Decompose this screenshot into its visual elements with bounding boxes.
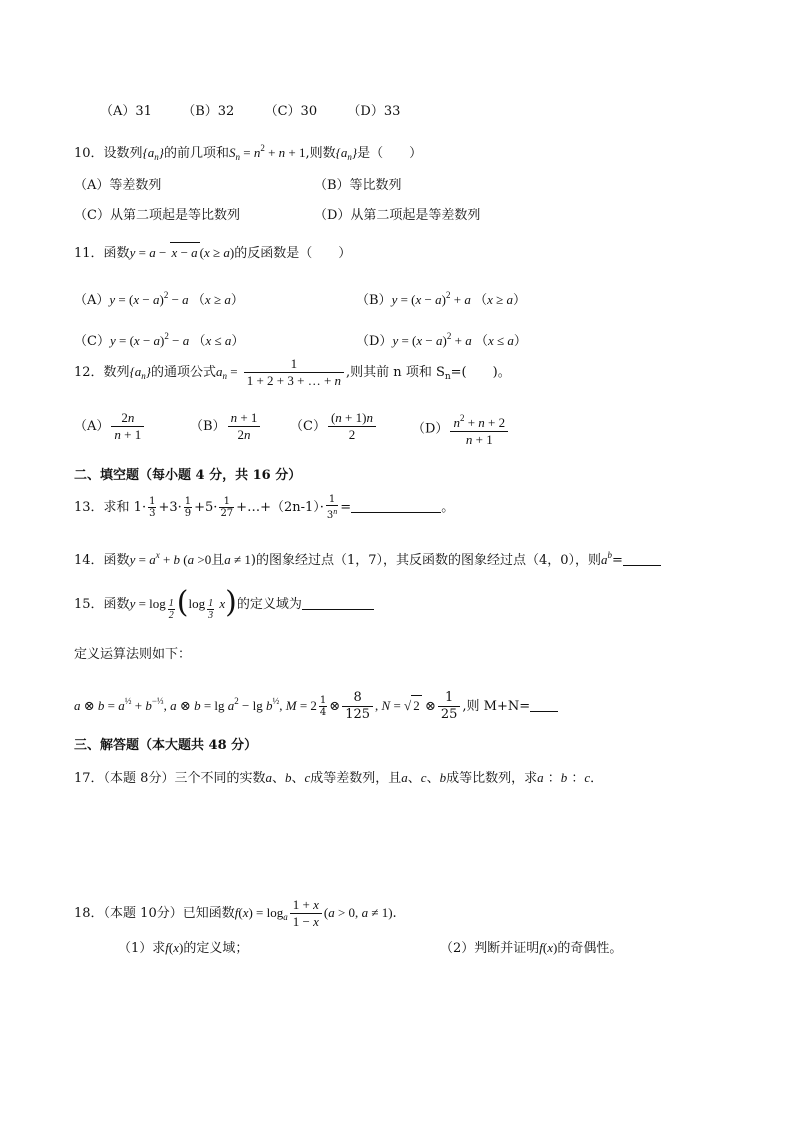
- q14-stem: 14．函数$y = a^x + b$ (a >0且a ≠ 1)的图象经过点（1，7），其反函数的图象经过点（4，0），则$a^b=$: [74, 545, 661, 571]
- q17-stem: 17．（本题 8分）三个不同的实数a、b、c成等差数列，且a、c、b成等比数列，求a ：b ：c．: [74, 770, 604, 786]
- q11-option-a: $(A)y = (x - a)^2 - a$ （x ≥ a）: [74, 290, 244, 308]
- q18-part1: （1）求f(x)的定义域；: [118, 940, 249, 956]
- q9-option-a: （A）31: [100, 104, 152, 119]
- section-solve-title: 三、解答题（本大题共 48 分）: [74, 738, 258, 753]
- q12-option-a: （A） $\frac{2n}{n + 1}$: [74, 410, 146, 443]
- q12-stem: 12．数列$\{a_n\}$的通项公式$a_n$ = $\frac{1}{1 + 2 + 3 + \dots + n}$ ,则其前 n 项和 $S_n=$( )。: [74, 356, 511, 388]
- q12-option-b: （B） $\frac{n + 1}{2n}$: [190, 410, 262, 443]
- q13-stem: 13．求和 1· $\frac{1}{3}$ +3· $\frac{1}{9}$ +5· $\frac{1}{27}$ +…+（2n-1）· $\frac{1}{3^n}$ = 。: [74, 494, 455, 521]
- q9-options: [100, 102, 400, 122]
- q11-stem: 11．函数y = a − x − a (x ≥ a)的反函数是（ ）: [74, 242, 351, 264]
- q12-option-c: （C） $\frac{(n + 1)n}{2}$: [290, 410, 378, 443]
- q9-option-d: （D）33: [347, 104, 401, 119]
- q10-stem: 10．设数列$\{a_n\}$的前几项和$S_n = n^2 + n + 1$,则数$\{a_n\}$是（ ）: [74, 143, 423, 162]
- q10-option-c: （C）从第二项起是等比数列: [74, 208, 240, 223]
- q9-option-b: （B）32: [182, 104, 235, 119]
- q14-answer-blank[interactable]: [623, 551, 661, 566]
- q16-stem: 定义运算法则如下：: [74, 647, 192, 662]
- q18-stem: 18．（本题 10分）已知函数$f(x) = \log_a$ $\frac{1 + x}{1 - x}$ (a > 0, a ≠ 1).: [74, 897, 397, 929]
- q13-answer-blank[interactable]: [351, 498, 441, 513]
- q10-option-a: （A）等差数列: [74, 178, 162, 193]
- q10-option-d: （D）从第二项起是等差数列: [314, 208, 481, 223]
- q16-definition: a ⊗ $b = a^{\frac{1}{2}} + b^{-\frac{1}{3}}$, a ⊗ $b = \lg a^2 - \lg b^{\frac{1}{2}}$, M = 2 $\frac{1}{4}$ ⊗ $\frac{8}{125}$ , N = √ 2 ⊗ $\frac{1}{25}$ ,则 M+N=: [74, 690, 558, 723]
- q15-answer-blank[interactable]: [302, 595, 374, 610]
- q11-option-b: $(B)y = (x - a)^2 + a$ （x ≥ a）: [356, 290, 527, 308]
- q18-part2: （2）判断并证明f(x)的奇偶性。: [440, 940, 623, 956]
- q10-option-b: （B）等比数列: [314, 178, 402, 193]
- q16-answer-blank[interactable]: [530, 697, 558, 712]
- q11-option-c: $(C)y = (x - a)^2 - a$ （x ≤ a）: [74, 331, 245, 349]
- q11-option-d: $(D)y = (x - a)^2 + a$ （x ≤ a）: [356, 331, 527, 349]
- q9-option-c: （C）30: [264, 104, 318, 119]
- q12-option-d: （D） $\frac{n^2 + n + 2}{n + 1}$: [412, 410, 510, 448]
- section-fill-in-title: 二、填空题（每小题 4 分，共 16 分）: [74, 468, 302, 483]
- q15-stem: 15．函数y = log $\frac{1}{2}$ (log $\frac{1}{3}$ x)的定义域为: [74, 594, 374, 621]
